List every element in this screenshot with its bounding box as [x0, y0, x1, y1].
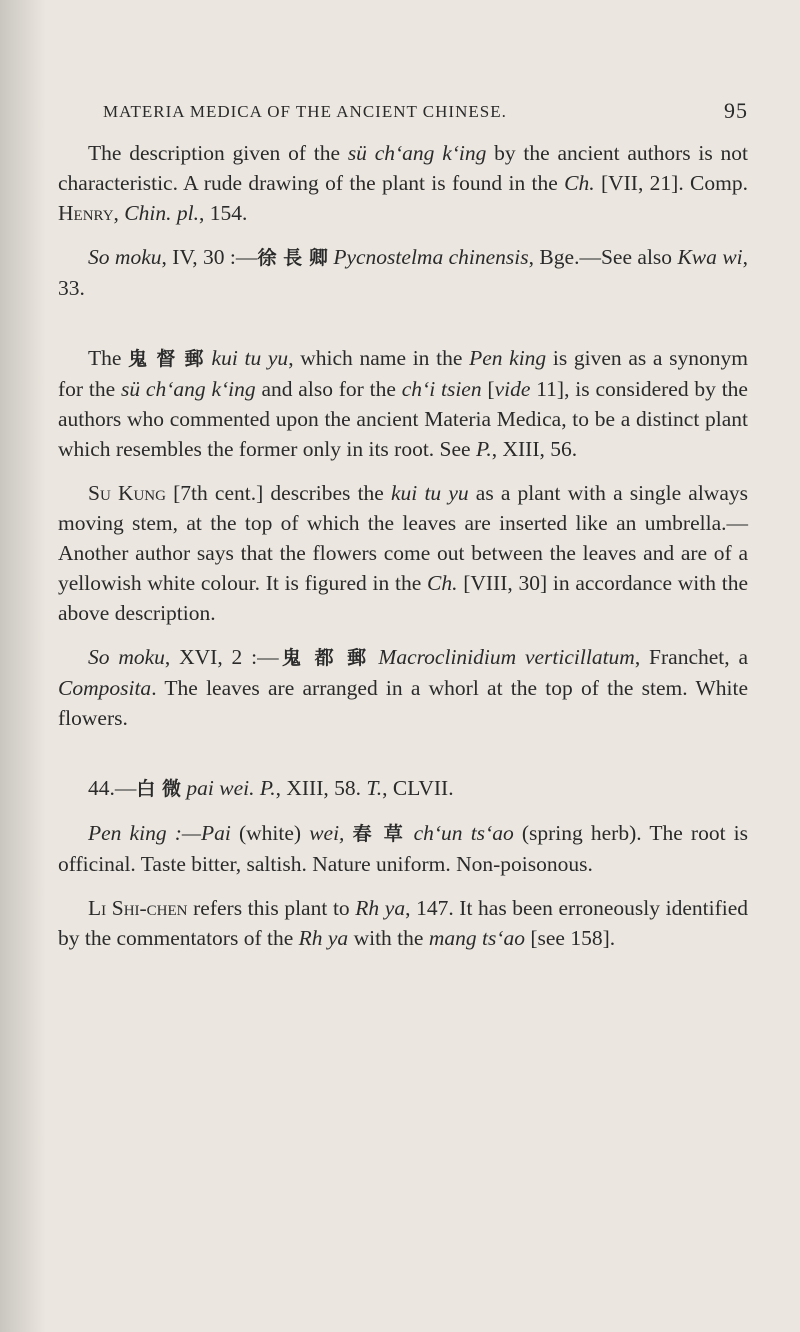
book-page [58, 98, 748, 953]
paragraph-sü-ch-ang-k-ing-description: The description given of the sü ch‘ang k‘ing by the ancient authors is not characteristic. A rude drawing of the plant is found in the Ch. [VII, 21]. Comp. Henry, Chin. pl., 154. [58, 141, 749, 225]
paragraph-kui-tu-yu: The 鬼 督 郵 kui tu yu, which name in the Pen king is given as a synonym for the sü ch‘ang k‘ing and also for the ch‘i tsien [vide 11], is considered by the authors who commented upon the ancient Materia Medica, to be a distinct plant which resembles the former only in its root. See P., XIII, 56. [58, 346, 748, 461]
entry-44-pai-wei-heading: 44.—白 微 pai wei. P., XIII, 58. T., CLVII. [88, 776, 454, 800]
page-number: 95 [724, 98, 748, 123]
paragraph-pen-king-pai-wei: Pen king :—Pai (white) wei, 春 草 ch‘un ts‘ao (spring herb). The root is officinal. Taste bitter, saltish. Nature uniform. Non-poisonous. [58, 821, 749, 876]
paragraph-so-moku-pycnostelma: So moku, IV, 30 :—徐 長 卿 Pycnostelma chinensis, Bge.—See also Kwa wi, 33. [58, 245, 749, 300]
running-head-title: MATERIA MEDICA OF THE ANCIENT CHINESE. [103, 102, 507, 121]
paragraph-su-kung: Su Kung [7th cent.] describes the kui tu yu as a plant with a single always moving stem, at the top of which the leaves are inserted like an umbrella.—Another author says that the flowers come out between the leaves and are of a yellowish white colour. It is figured in the Ch. [VIII, 30] in accordance with the above description. [58, 481, 748, 625]
paragraph-li-shi-chen: Li Shi-chen refers this plant to Rh ya, 147. It has been erroneously identified by the commentators of the Rh ya with the mang ts‘ao [see 158]. [58, 896, 748, 950]
paragraph-so-moku-macroclinidium: So moku, XVI, 2 :—鬼 都 郵 Macroclinidium verticillatum, Franchet, a Composita. The leaves are arranged in a whorl at the top of the stem. White flowers. [58, 645, 749, 730]
page-gutter-shadow [0, 0, 46, 1332]
running-head [58, 98, 748, 138]
